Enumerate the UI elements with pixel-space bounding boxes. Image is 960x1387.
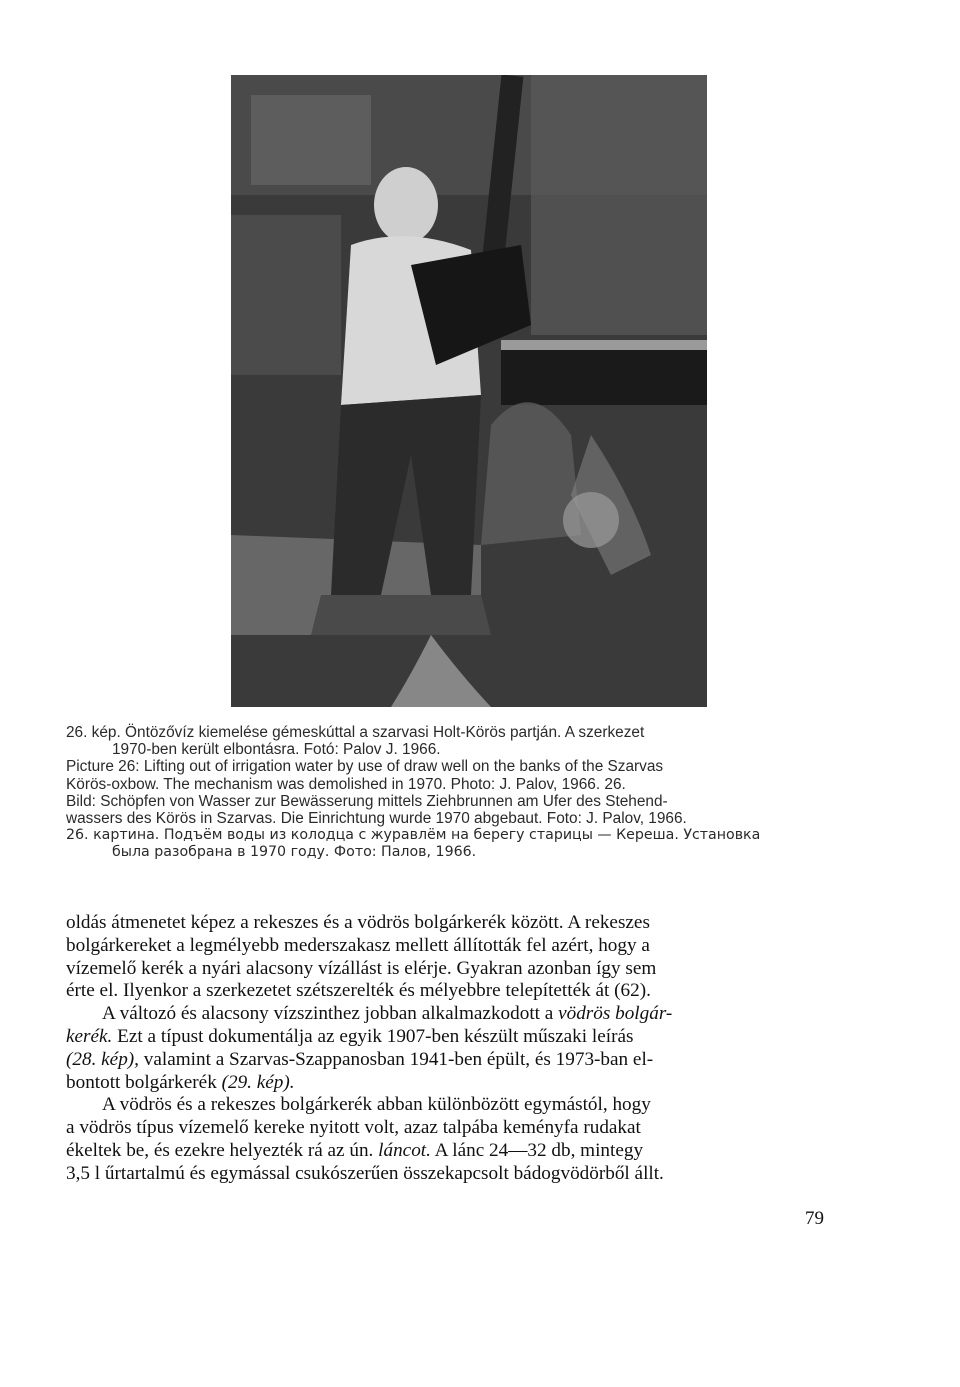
body-line-1: oldás átmenetet képez a rekeszes és a vödrös bolgárkerék között. A rekeszes (66, 912, 650, 933)
body-line-8-text: bontott bolgárkerék (66, 1071, 217, 1093)
body-line-11-text-b: A lánc 24—32 db, mintegy (434, 1139, 644, 1161)
page-number: 79 (805, 1208, 824, 1229)
body-line-7-italic: (28. kép), (66, 1048, 139, 1070)
body-line-5-italic: vödrös bolgár- (558, 1003, 673, 1025)
body-line-11 (66, 1140, 898, 1163)
caption-russian-line-2: была разобрана в 1970 году. Фото: Палов, 1966. (112, 844, 477, 861)
body-line-5 (66, 1003, 898, 1026)
body-line-4: érte el. Ilyenkor a szerkezetet szétszerelték és mélyebbre telepítették át (62). (66, 980, 651, 1002)
caption-german-line-2: wassers des Körös in Szarvas. Die Einrichtung wurde 1970 abgebaut. Foto: J. Palov, 1966. (66, 810, 687, 828)
body-text (66, 912, 898, 1186)
caption-hungarian-line-1: 26. kép. Öntözővíz kiemelése gémeskúttal a szarvasi Holt-Körös partján. A szerkezet (66, 724, 645, 741)
caption-english-line-2: Körös-oxbow. The mechanism was demolished in 1970. Photo: J. Palov, 1966. 26. (66, 775, 626, 793)
caption-german-line-1: Bild: Schöpfen von Wasser zur Bewässerung mittels Ziehbrunnen am Ufer des Stehend- (66, 792, 668, 810)
body-line-8 (66, 1072, 898, 1095)
body-line-7 (66, 1049, 898, 1072)
body-line-6-text: Ezt a típust dokumentálja az egyik 1907-ben készült műszaki leírás (117, 1025, 634, 1047)
body-line-6-italic: kerék. (66, 1025, 113, 1047)
photo-caption (66, 724, 896, 862)
body-line-10: a vödrös típus vízemelő kereke nyitott volt, azaz talpába keményfa rudakat (66, 1117, 641, 1139)
body-line-9: A vödrös és a rekeszes bolgárkerék abban különbözött egymástól, hogy (102, 1094, 651, 1116)
photo-drawing (231, 75, 707, 707)
caption-russian-line-1: 26. картина. Подъём воды из колодца с журавлём на берегу старицы — Кереша. Установка (66, 827, 761, 844)
caption-english-line-1: Picture 26: Lifting out of irrigation water by use of draw well on the banks of the Szarvas (66, 758, 664, 776)
body-line-11-italic: láncot. (378, 1139, 431, 1161)
body-line-11-text-a: ékeltek be, és ezekre helyezték rá az ún. (66, 1139, 374, 1161)
body-line-3: vízemelő kerék a nyári alacsony vízállást is elérje. Gyakran azonban így sem (66, 957, 657, 979)
body-line-5-text: A változó és alacsony vízszinthez jobban alkalmazkodott a (102, 1003, 554, 1025)
body-line-12: 3,5 l űrtartalmú és egymással csukószerűen összekapcsolt bádogvödörből állt. (66, 1162, 664, 1184)
body-line-7-text: valamint a Szarvas-Szappanosban 1941-ben épült, és 1973-ban el- (143, 1048, 654, 1070)
photograph-man-lifting-bucket-from-draw-well (231, 75, 707, 707)
body-line-6 (66, 1026, 898, 1049)
caption-hungarian-line-2: 1970-ben került elbontásra. Fotó: Palov J. 1966. (112, 741, 441, 759)
body-line-2: bolgárkereket a legmélyebb mederszakasz mellett állították fel azért, hogy a (66, 934, 650, 956)
body-line-8-italic: (29. kép). (221, 1071, 295, 1093)
